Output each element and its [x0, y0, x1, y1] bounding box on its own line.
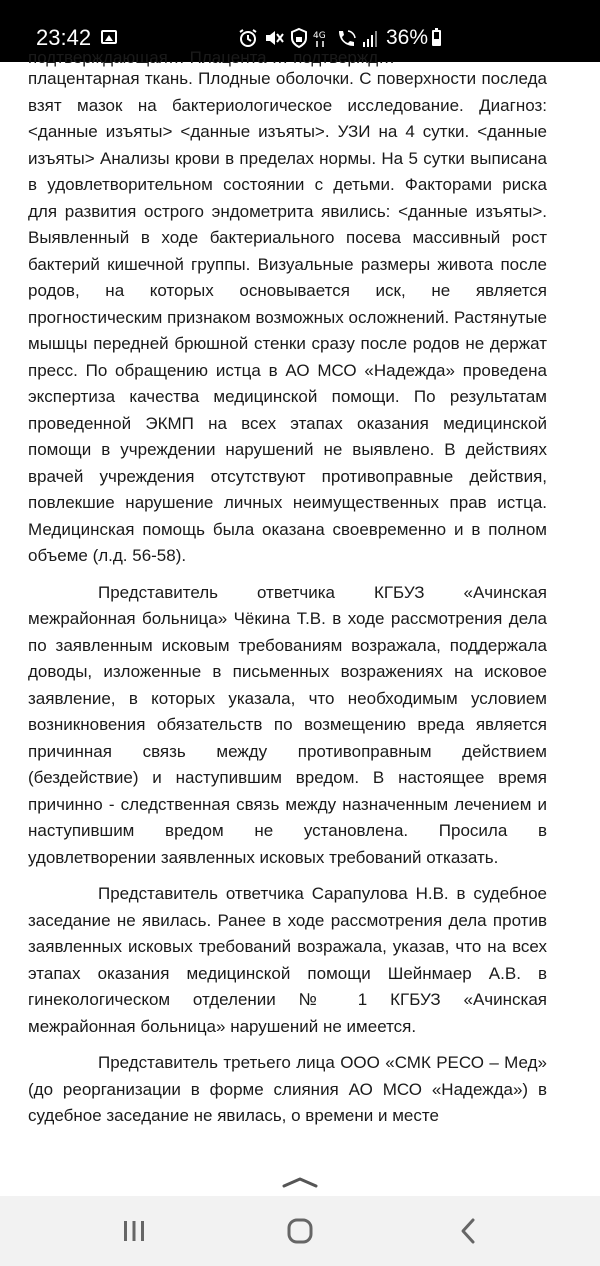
navigation-bar	[0, 1196, 600, 1266]
paragraph-3: Представитель ответчика Сарапулова Н.В. в судебное заседание не явилась. Ранее в ходе рассмотрения дела против заявленных исковых требований возражала, указав, что на всех этапах оказания медицинской помощи Шейнмаер А.В. в гинекологическом отделении № 1 КГБУЗ «Ачинская межрайонная больница» нарушений не имеется.	[28, 884, 547, 1036]
back-icon	[458, 1218, 478, 1244]
document-viewer[interactable]	[0, 48, 600, 1168]
document-body	[28, 66, 547, 1140]
paragraph-2: Представитель ответчика КГБУЗ «Ачинская межрайонная больница» Чёкина Т.В. в ходе рассмотрения дела по заявленным исковым требованиям возражала, поддержала доводы, изложенные в письменных возражениях на исковое заявление, в которых указала, что необходимым условием возникновения обязательств по возмещению вреда является причинная связь между противоправным действием (бездействие) и наступившим вредом. В настоящее время причинно - следственная связь между назначенным лечением и наступившим вредом не установлена. Просила в удовлетворении заявленных исковых требований отказать.	[28, 582, 547, 867]
battery-icon	[432, 30, 441, 46]
back-button[interactable]	[448, 1216, 488, 1246]
battery-percent: 36%	[386, 26, 429, 49]
cut-off-line: подтверждающая… Плацента … подтвержд…	[28, 48, 396, 67]
recent-apps-icon	[122, 1219, 146, 1243]
chevron-up-icon[interactable]	[282, 1174, 318, 1190]
home-icon	[286, 1217, 314, 1245]
status-time: 23:42	[36, 25, 92, 50]
paragraph-1: плацентарная ткань. Плодные оболочки. С поверхности последа взят мазок на бактериологическое исследование. Диагноз: <данные изъяты> <данные изъяты>. УЗИ на 4 сутки. <данные изъяты> Анализы крови в пределах нормы. На 5 сутки выписана в удовлетворительном состоянии с детьми. Факторами риска для развития острого эндометрита явились: <данные изъяты>. Выявленный в ходе бактериального посева массивный рост бактерий кишечной группы. Визуальные размеры живота после родов, на которых основывается иск, не является прогностическим признаком возможных осложнений. Растянутые мышцы передней брюшной стенки сразу после родов не держат пресс. По обращению истца в АО МСО «Надежда» проведена экспертиза качества медицинской помощи. По результатам проведенной ЭКМП на всех этапах оказания медицинской помощи в учреждении нарушений не выявлено. В действиях врачей учреждения отсутствуют противоправные действия, повлекшие нарушение личных неимущественных прав истца. Медицинская помощь была оказана своевременно и в полном объеме (л.д. 56-58).	[28, 69, 547, 565]
home-button[interactable]	[280, 1216, 320, 1246]
svg-text:4G: 4G	[313, 31, 326, 41]
image-icon	[101, 30, 117, 44]
paragraph-4: Представитель третьего лица ООО «СМК РЕСО – Мед» (до реорганизации в форме слияния АО МСО «Надежда») в судебное заседание не явилась, о времени и месте	[28, 1053, 547, 1125]
recent-apps-button[interactable]	[114, 1216, 154, 1246]
